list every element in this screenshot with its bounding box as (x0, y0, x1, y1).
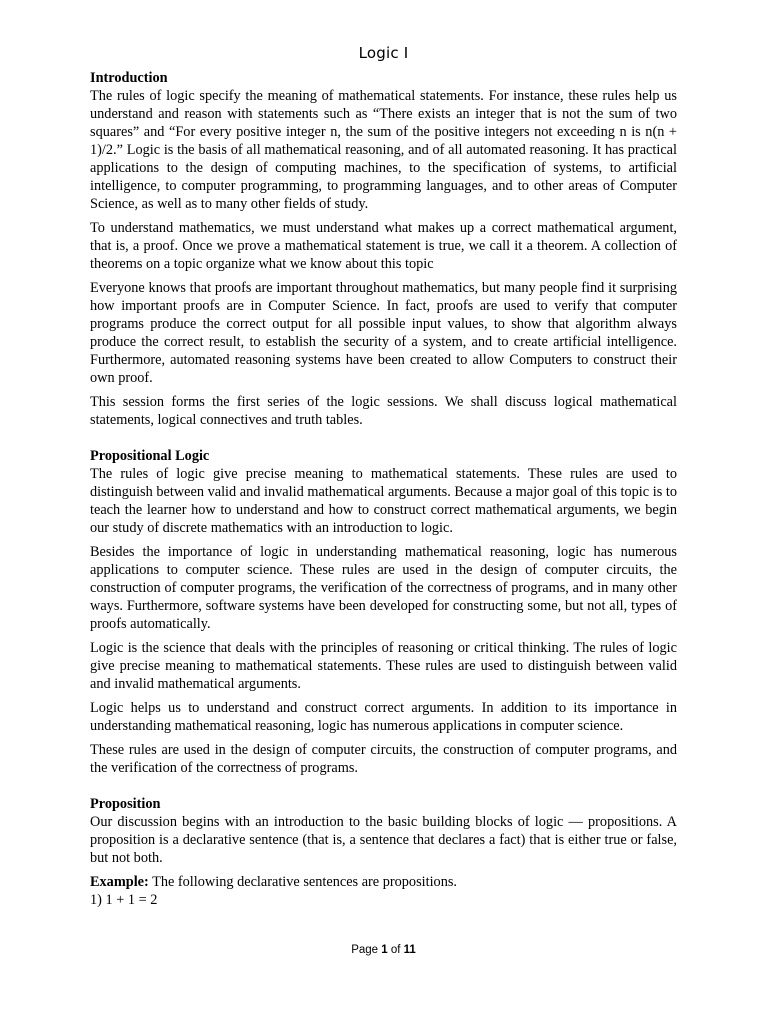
proposition-paragraph-1: Our discussion begins with an introduction to the basic building blocks of logic — propositions. A proposition is a declarative sentence (that is, a sentence that declares a fact) that is either true or false, but not both. (90, 814, 677, 866)
propositional-logic-paragraph-2: Besides the importance of logic in understanding mathematical reasoning, logic has numerous applications to computer science. These rules are used in the design of computer circuits, the construction of computer programs, the verification of the correctness of programs, and in many other ways. Furthermore, software systems have been developed for constructing some, but not all, types of proofs automatically. (90, 544, 677, 632)
propositional-logic-paragraph-3: Logic is the science that deals with the principles of reasoning or critical thinking. The rules of logic give precise meaning to mathematical statements. These rules are used to distinguish between valid and invalid mathematical arguments. (90, 640, 677, 692)
section-heading-propositional-logic: Propositional Logic (90, 448, 210, 464)
example-item-1: 1) 1 + 1 = 2 (90, 892, 158, 908)
footer-page-word: Page (351, 944, 382, 956)
document-title: Logic I (358, 44, 409, 62)
section-heading-introduction: Introduction (90, 70, 168, 86)
propositional-logic-paragraph-5: These rules are used in the design of computer circuits, the construction of computer programs, and the verification of the correctness of programs. (90, 742, 677, 776)
document-page (90, 0, 677, 1024)
intro-paragraph-2: To understand mathematics, we must understand what makes up a correct mathematical argument, that is, a proof. Once we prove a mathematical statement is true, we call it a theorem. A collection of theorems on a topic organize what we know about this topic (90, 220, 677, 272)
example-label: Example: (90, 874, 149, 890)
footer-of-word: of (387, 944, 404, 956)
page-footer (90, 944, 677, 956)
intro-paragraph-3: Everyone knows that proofs are important throughout mathematics, but many people find it surprising how important proofs are in Computer Science. In fact, proofs are used to verify that computer programs produce the correct output for all possible input values, to show that algorithm always produce the correct result, to establish the security of a system, and to create artificial intelligence. Furthermore, automated reasoning systems have been created to allow Computers to construct their own proof. (90, 280, 677, 386)
intro-paragraph-1: The rules of logic specify the meaning of mathematical statements. For instance, these rules help us understand and reason with statements such as “There exists an integer that is not the sum of two squares” and “For every positive integer n, the sum of the positive integers not exceeding n is n(n + 1)/2.” Logic is the basis of all mathematical reasoning, and of all automated reasoning. It has practical applications to the design of computing machines, to the specification of systems, to artificial intelligence, to computer programming, to programming languages, and to other areas of Computer Science, as well as to many other fields of study. (90, 88, 677, 212)
example-text: The following declarative sentences are propositions. (148, 874, 457, 890)
intro-paragraph-4: This session forms the first series of the logic sessions. We shall discuss logical mathematical statements, logical connectives and truth tables. (90, 394, 677, 428)
footer-page-total: 11 (403, 944, 416, 956)
propositional-logic-paragraph-4: Logic helps us to understand and construct correct arguments. In addition to its importance in understanding mathematical reasoning, logic has numerous applications in computer science. (90, 700, 677, 734)
section-heading-proposition: Proposition (90, 796, 161, 812)
footer-page-number: 1 (381, 944, 388, 956)
example-line (90, 873, 677, 891)
propositional-logic-paragraph-1: The rules of logic give precise meaning to mathematical statements. These rules are used to distinguish between valid and invalid mathematical arguments. Because a major goal of this topic is to teach the learner how to understand and how to construct correct mathematical arguments, we begin our study of discrete mathematics with an introduction to logic. (90, 466, 677, 536)
document-body (90, 69, 677, 909)
